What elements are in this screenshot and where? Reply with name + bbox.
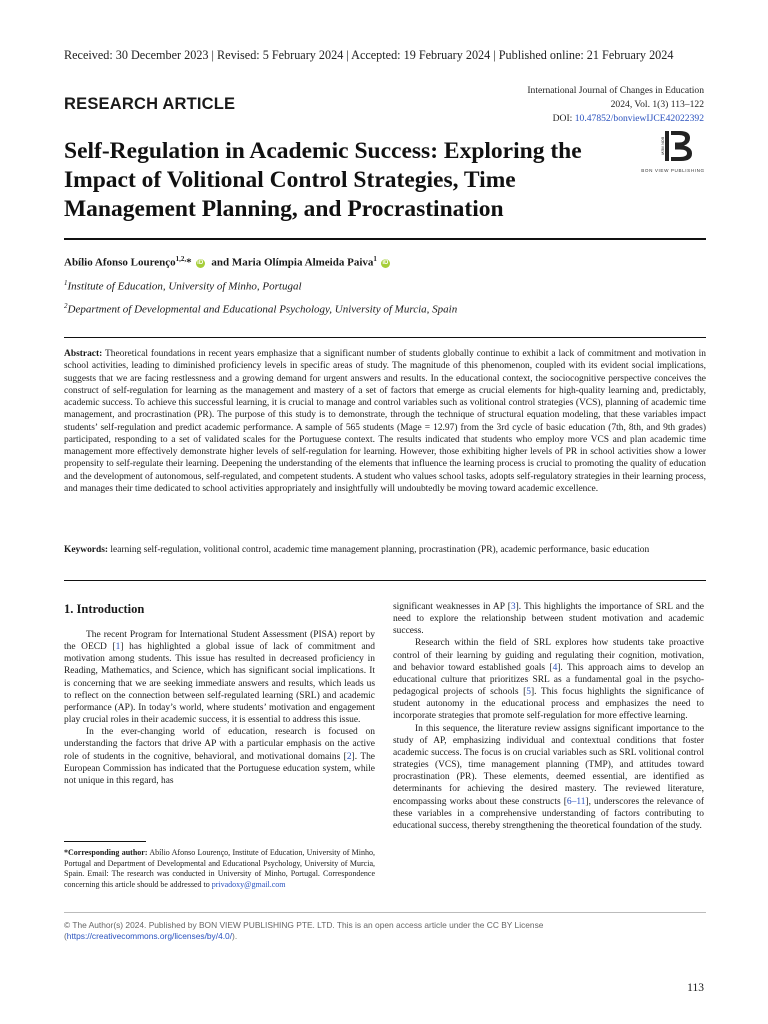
author-1-affiliations: 1,2, bbox=[175, 255, 187, 263]
affiliation-text: Institute of Education, University of Minho, Portugal bbox=[67, 280, 302, 293]
article-type: RESEARCH ARTICLE bbox=[64, 95, 236, 113]
affiliation-2 bbox=[64, 302, 457, 316]
corresponding-author-footnote bbox=[64, 848, 375, 890]
footnote-text: Abílio Afonso Lourenço, Institute of Education, University of Minho, Portugal and Department of Developmental and Educational Psychology, University of Murcia, Spain. Email: The research was conducted in University of Minho, Portugal. Correspondence concerning this article should be addressed to bbox=[64, 848, 375, 889]
license-rule bbox=[64, 912, 706, 913]
footnote-rule bbox=[64, 841, 146, 842]
page-number: 113 bbox=[687, 982, 704, 994]
keywords bbox=[64, 544, 706, 556]
publication-dates: Received: 30 December 2023 | Revised: 5 February 2024 | Accepted: 19 February 2024 | Published online: 21 February 2024 bbox=[64, 48, 674, 62]
footnote-label: *Corresponding author: bbox=[64, 848, 148, 857]
right-column bbox=[393, 601, 704, 832]
title-rule bbox=[64, 238, 706, 240]
abstract-label: Abstract: bbox=[64, 349, 103, 359]
paragraph: significant weaknesses in AP [3]. This highlights the importance of SRL and the need to explore the relationship between student motivation and academic success. bbox=[393, 602, 704, 637]
abstract-text: Theoretical foundations in recent years emphasize that a significant number of students globally continue to exhibit a lack of commitment and motivation in school activities, leading to diminished proficiency levels in specific areas of study. The magnitude of this phenomenon, coupled with its evident social implications, suggests that we are facing restlessness and a growing demand for urgent answers and results. In the educational context, the sociocognitive perspective conceives the construct of self-regulation for learning as the management and mastery of a set of factors that emerge as crucial elements for high-quality learning and, predictably, academic success. To achieve this successful learning, it is crucial to manage and control variables such as volitional control strategies (VCS), planning of academic time management, and procrastination (PR). The purpose of this study is to demonstrate, through the technique of structural equation modeling, that these variables impact students’ self-regulation and predict academic performance. A sample of 565 students (Mage = 12.97) from the 3rd cycle of basic education (7th, 8th, and 9th grades) participated, responding to a set of validated scales for the Portuguese context. The results indicated that students who employ more VCS and plan academic time management more effectively demonstrate higher levels of self-regulation for learning. However, those exhibiting higher levels of PR in school activities show a lower propensity to self-regulate their learning. Deepening the understanding of the elements that influence the learning process is crucial to promoting the quality of education and the development of autonomous, self-regulated, and competent students. A student who values school tasks, adopts self-regulatory strategies in their learning process, and manages their time dedicated to school activities appropriately and insightfully will undoubtedly be moving toward academic excellence. bbox=[64, 349, 706, 494]
affiliation-text: Department of Developmental and Educational Psychology, University of Murcia, Spain bbox=[67, 303, 458, 316]
bon-view-logo-icon bbox=[648, 130, 698, 162]
publisher-logo bbox=[638, 130, 708, 173]
publisher-name: BON VIEW PUBLISHING bbox=[641, 168, 705, 173]
abstract-rule-top bbox=[64, 337, 706, 338]
orcid-icon[interactable]: iD bbox=[382, 259, 389, 266]
license-link[interactable]: https://creativecommons.org/licenses/by/4.0/ bbox=[66, 931, 233, 941]
paragraph: In this sequence, the literature review assigns significant importance to the study of AP, emphasizing individual and contextual conditions that foster academic success. The focus is on crucial variables such as SRL volitional control strategies (VCS), time management planning (TMP), and attitudes toward procrastination (PR). These elements, deemed essential, are identified as determinants for achieving the desired mastery. The reviewed literature, encompassing works about these constructs [6–11], underscores the relevance of these variables in a comprehensive understanding of factors contributing to educational success, thereby strengthening the theoretical foundation of the study. bbox=[393, 723, 704, 831]
citation-link[interactable]: 5 bbox=[526, 687, 531, 698]
author-2: Maria Olímpia Almeida Paiva bbox=[231, 256, 374, 269]
left-column bbox=[64, 629, 375, 787]
abstract-rule-bottom bbox=[64, 580, 706, 581]
journal-name: International Journal of Changes in Education bbox=[527, 85, 704, 96]
doi-label: DOI: bbox=[552, 113, 573, 124]
author-conjunction: and bbox=[211, 256, 230, 269]
orcid-icon[interactable]: iD bbox=[197, 259, 204, 266]
article-title: Self-Regulation in Academic Success: Exploring the Impact of Volitional Control Strategies, Time Management Planning, and Procrastination bbox=[64, 138, 582, 222]
citation-link[interactable]: 2 bbox=[346, 751, 352, 762]
paragraph: In the ever-changing world of education, research is focused on understanding the factors that drive AP with a particular emphasis on the active role of students in the cognitive, behavioral, and motivational domains [2]. The European Commission has indicated that the Portuguese education system, while not unique in this regard, has bbox=[64, 727, 375, 786]
citation-link[interactable]: 6–11 bbox=[566, 796, 586, 807]
abstract bbox=[64, 348, 706, 495]
section-heading: 1. Introduction bbox=[64, 602, 145, 616]
corresponding-star: * bbox=[186, 256, 192, 269]
keywords-label: Keywords: bbox=[64, 545, 109, 555]
author-1: Abílio Afonso Lourenço bbox=[64, 256, 176, 269]
affiliation-number: 2 bbox=[64, 302, 68, 310]
doi-link[interactable]: 10.47852/bonviewIJCE42022392 bbox=[574, 113, 704, 124]
author-line bbox=[64, 255, 394, 269]
license-note: © The Author(s) 2024. Published by BON VIEW PUBLISHING PTE. LTD. This is an open access article under the CC BY License (https://creativecommons.org/licenses/by/4.0/). bbox=[64, 920, 544, 941]
journal-volume: 2024, Vol. 1(3) 113–122 bbox=[610, 99, 704, 110]
citation-link[interactable]: 4 bbox=[552, 662, 558, 673]
citation-link[interactable]: 3 bbox=[510, 602, 516, 612]
author-2-affiliations: 1 bbox=[373, 255, 377, 263]
citation-link[interactable]: 1 bbox=[115, 642, 121, 653]
paragraph: Research within the field of SRL explores how students take proactive control of their learning by guiding and regulating their cognition, motivation, and behavior toward established goals [4]. This approach aims to develop an educational culture that prioritizes SRL as a fundamental goal in the psycho-pedagogical projects of schools [5]. This focus highlights the significance of student autonomy in the educational process and emphasizes the need to incorporate strategies that promote self-regulation for more effective learning. bbox=[393, 638, 704, 722]
paragraph: The recent Program for International Student Assessment (PISA) report by the OECD [1] has highlighted a global issue of lack of commitment and motivation among students. This issue has resulted in decreased proficiency in Reading, Mathematics, and Science, which has significant social implications. It is concerning that we are seeking immediate answers and results, which leads us to reflect on the connection between self-regulated learning (SRL) and academic performance (AP). In today’s world, where students’ motivation and engagement play crucial roles in their academic success, it is essential to address this issue. bbox=[64, 630, 375, 726]
logo-letters: BON VIEW bbox=[660, 137, 665, 155]
email-link[interactable]: privadoxy@gmail.com bbox=[211, 879, 286, 889]
affiliation-number: 1 bbox=[64, 279, 68, 287]
keywords-text: learning self-regulation, volitional control, academic time management planning, procrastination (PR), academic performance, basic education bbox=[110, 545, 650, 555]
affiliation-1 bbox=[64, 279, 302, 293]
doi bbox=[527, 112, 704, 126]
journal-info bbox=[527, 84, 704, 126]
